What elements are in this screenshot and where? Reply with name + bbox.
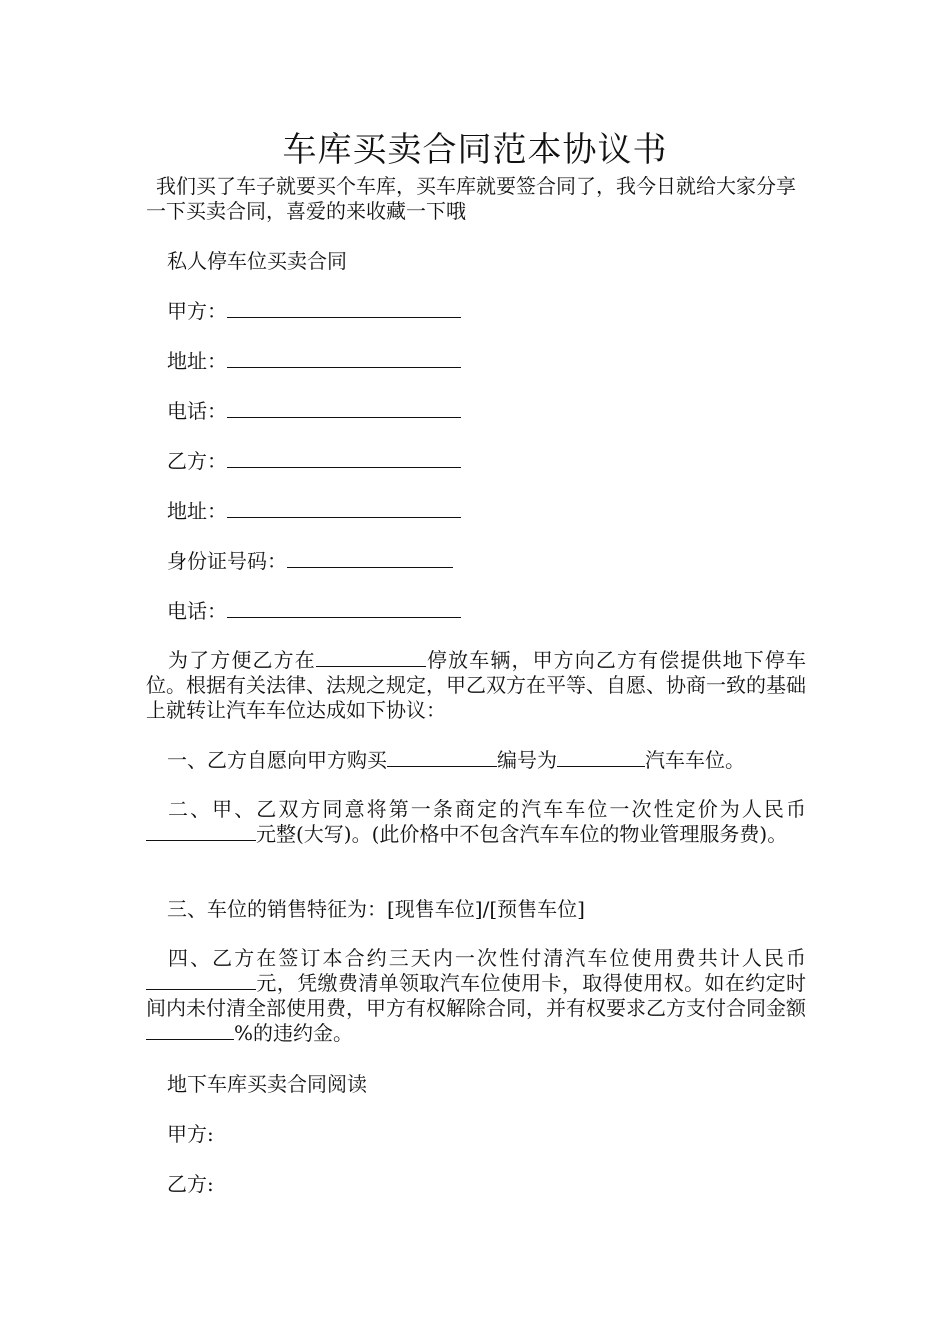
clause-text: 四、乙方在签订本合约三天内一次性付清汽车位使用费共计人民币 (168, 946, 806, 970)
fill-blank-number[interactable] (557, 748, 645, 767)
clause-text: 元整(大写)。(此价格中不包含汽车车位的物业管理服务费)。 (256, 822, 788, 846)
fill-blank-amount[interactable] (146, 822, 256, 841)
field-label: 地址： (167, 349, 227, 373)
fill-blank-location[interactable] (316, 648, 426, 667)
fill-blank[interactable] (227, 299, 461, 318)
field-label: 甲方： (167, 299, 227, 323)
clause-text: 编号为 (497, 748, 557, 772)
section-heading-private-parking: 私人停车位买卖合同 (167, 249, 347, 273)
intro-paragraph: 我们买了车子就要买个车库，买车库就要签合同了，我今日就给大家分享一下买卖合同，喜爱的来收藏一下哦 (146, 174, 796, 223)
field-label: 乙方： (167, 449, 227, 473)
fill-blank-location[interactable] (387, 748, 497, 767)
field-party-a-address (167, 348, 461, 374)
party-b-label: 乙方: (167, 1172, 214, 1196)
fill-blank[interactable] (227, 449, 461, 468)
fill-blank[interactable] (227, 399, 461, 418)
field-party-a (167, 298, 461, 324)
field-label: 身份证号码： (167, 549, 287, 573)
fill-blank[interactable] (227, 499, 461, 518)
preamble-text: 停放车辆，甲方向乙方有偿提供地下停车位。根据有关法律、法规之规定，甲乙双方在平等、自愿、协商一致的基础上就转让汽车车位达成如下协议： (146, 648, 807, 722)
section-heading-underground-garage: 地下车库买卖合同阅读 (167, 1072, 367, 1096)
field-party-b (167, 448, 461, 474)
clause-text: 一、乙方自愿向甲方购买 (167, 748, 387, 772)
clause-2 (146, 797, 806, 847)
fill-blank-amount[interactable] (146, 971, 256, 990)
fill-blank[interactable] (227, 599, 461, 618)
clause-text: 二、甲、乙双方同意将第一条商定的汽车车位一次性定价为人民币 (168, 797, 806, 821)
field-party-b-id-number (167, 548, 453, 574)
preamble-paragraph (146, 648, 806, 723)
fill-blank[interactable] (227, 349, 461, 368)
field-label: 电话： (167, 399, 227, 423)
clause-4 (146, 946, 806, 1046)
clause-3: 三、车位的销售特征为：[现售车位]/[预售车位] (167, 897, 585, 921)
field-label: 电话： (167, 599, 227, 623)
preamble-text: 为了方便乙方在 (168, 648, 316, 672)
field-party-b-phone (167, 598, 461, 624)
clause-1 (167, 747, 745, 773)
fill-blank-percent[interactable] (146, 1021, 234, 1040)
field-label: 地址： (167, 499, 227, 523)
clause-text: 汽车车位。 (645, 748, 745, 772)
fill-blank[interactable] (287, 549, 453, 568)
clause-text: %的违约金。 (234, 1021, 354, 1045)
clause-text: 元，凭缴费清单领取汽车位使用卡，取得使用权。如在约定时间内未付清全部使用费，甲方有权解除合同，并有权要求乙方支付合同金额 (146, 971, 806, 1020)
party-a-label: 甲方: (167, 1122, 214, 1146)
field-party-a-phone (167, 398, 461, 424)
field-party-b-address (167, 498, 461, 524)
document-title: 车库买卖合同范本协议书 (282, 130, 668, 170)
